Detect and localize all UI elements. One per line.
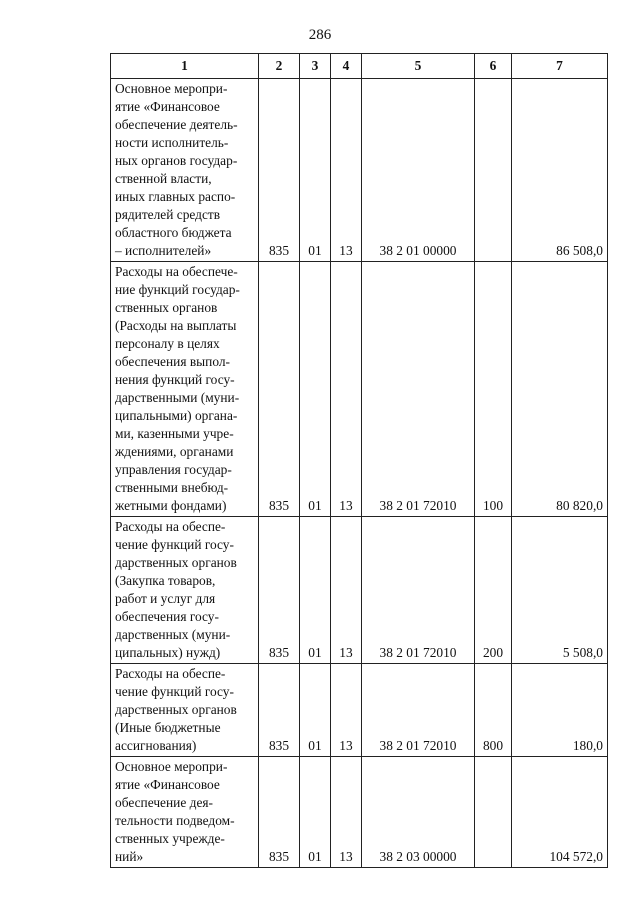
row-code-4: 13 xyxy=(331,79,362,262)
row-code-5: 38 2 01 72010 xyxy=(362,664,475,757)
row-description: Основное меропри- ятие «Финансовое обеспечение дея- тельности подведом- ственных учрежде- ний» xyxy=(111,757,259,868)
row-code-5: 38 2 03 00000 xyxy=(362,757,475,868)
header-col-5: 5 xyxy=(362,54,475,79)
table-row xyxy=(111,79,608,262)
row-code-2: 835 xyxy=(259,517,300,664)
row-description: Расходы на обеспе- чение функций госу- дарственных органов (Закупка товаров, работ и услуг для обеспечения госу- дарственных (муни- ципальных) нужд) xyxy=(111,517,259,664)
row-amount: 86 508,0 xyxy=(512,79,608,262)
row-code-6 xyxy=(475,757,512,868)
header-col-7: 7 xyxy=(512,54,608,79)
row-code-4: 13 xyxy=(331,262,362,517)
row-amount: 80 820,0 xyxy=(512,262,608,517)
row-code-3: 01 xyxy=(300,79,331,262)
row-amount: 5 508,0 xyxy=(512,517,608,664)
row-description: Расходы на обеспе- чение функций госу- дарственных органов (Иные бюджетные ассигнования) xyxy=(111,664,259,757)
row-code-6 xyxy=(475,79,512,262)
header-col-4: 4 xyxy=(331,54,362,79)
row-code-5: 38 2 01 72010 xyxy=(362,517,475,664)
table-header-row xyxy=(111,54,608,79)
row-code-4: 13 xyxy=(331,517,362,664)
header-col-6: 6 xyxy=(475,54,512,79)
row-amount: 104 572,0 xyxy=(512,757,608,868)
table-row xyxy=(111,517,608,664)
row-code-2: 835 xyxy=(259,664,300,757)
table-row xyxy=(111,664,608,757)
row-description: Основное меропри- ятие «Финансовое обеспечение деятель- ности исполнитель- ных органов государ- ственной власти, иных главных распо- рядителей средств областного бюджета – исполнителей» xyxy=(111,79,259,262)
header-col-1: 1 xyxy=(111,54,259,79)
row-code-3: 01 xyxy=(300,517,331,664)
row-code-3: 01 xyxy=(300,664,331,757)
row-code-5: 38 2 01 72010 xyxy=(362,262,475,517)
row-code-4: 13 xyxy=(331,664,362,757)
header-col-2: 2 xyxy=(259,54,300,79)
row-code-2: 835 xyxy=(259,79,300,262)
row-code-4: 13 xyxy=(331,757,362,868)
row-code-3: 01 xyxy=(300,757,331,868)
row-code-6: 800 xyxy=(475,664,512,757)
row-code-2: 835 xyxy=(259,757,300,868)
row-description: Расходы на обеспече- ние функций государ- ственных органов (Расходы на выплаты персоналу в целях обеспечения выпол- нения функций госу- дарственными (муни- ципальными) органа- ми, казенными учре- ждениями, органами управления государ- ственными внебюд- жетными фондами) xyxy=(111,262,259,517)
page-number: 286 xyxy=(308,27,332,43)
row-code-6: 100 xyxy=(475,262,512,517)
row-code-6: 200 xyxy=(475,517,512,664)
row-code-3: 01 xyxy=(300,262,331,517)
table-row xyxy=(111,262,608,517)
table-row xyxy=(111,757,608,868)
budget-table xyxy=(110,53,608,868)
row-amount: 180,0 xyxy=(512,664,608,757)
row-code-2: 835 xyxy=(259,262,300,517)
header-col-3: 3 xyxy=(300,54,331,79)
row-code-5: 38 2 01 00000 xyxy=(362,79,475,262)
